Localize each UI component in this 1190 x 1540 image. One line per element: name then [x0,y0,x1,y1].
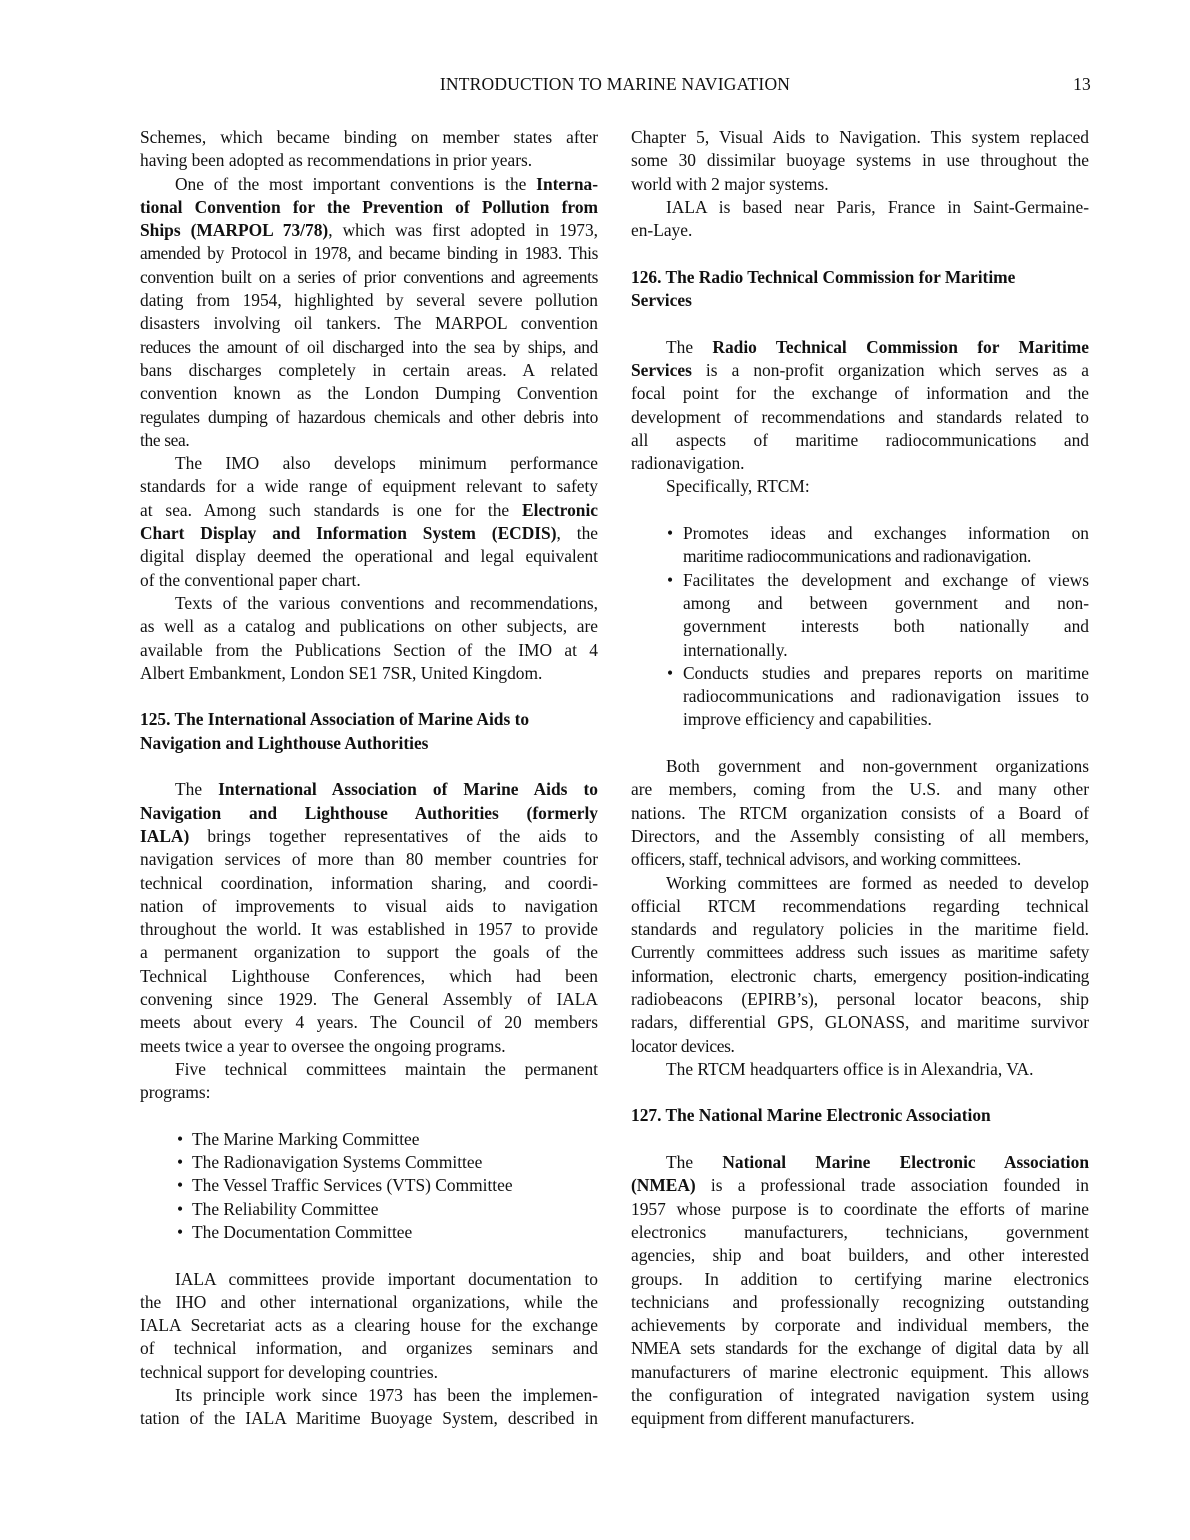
text-line: electronics manufacturers, technicians, government [631,1221,1089,1242]
text-line: The National Marine Electronic Association [666,1152,1089,1173]
text-line: radiocommunications and radionavigation issues to [683,686,1089,707]
text-line: technical coordination, information sharing, and coordi- [140,872,598,893]
text-line: a permanent organization to support the goals of the [140,942,598,963]
text-line: Schemes, which became binding on member states after [140,127,598,147]
list-item: • The Vessel Traffic Services (VTS) Committee [140,1174,598,1197]
text-line: meets twice a year to oversee the ongoing programs. [140,1035,506,1056]
text-line: throughout the world. It was established in 1957 to provide [140,919,598,940]
text-line: Currently committees address such issues as maritime safety [631,942,1089,963]
text-line: development of recommendations and standards related to [631,406,1089,427]
text-line: officers, staff, technical advisors, and working committees. [631,849,1021,870]
paragraph-nmea [631,1151,1089,1431]
text-line: reduces the amount of oil discharged into the sea by ships, and [140,336,598,357]
paragraph-rtcm [631,336,1089,476]
text-line: Five technical committees maintain the permanent [175,1058,598,1079]
text-line: IALA is based near Paris, France in Saint-Germaine- [666,196,1089,217]
section-heading-126 [631,266,1089,313]
text-line: of technical information, and organizes seminars and [140,1338,598,1359]
text-line: government interests both nationally and [683,616,1089,637]
bullet-icon: • [667,662,674,683]
text-line: official RTCM recommendations regarding technical [631,895,1089,916]
text-line: standards and regulatory policies in the maritime field. [631,919,1089,940]
text-line: meets about every 4 years. The Council of 20 members [140,1012,598,1033]
text-line: programs: [140,1082,211,1103]
text-line: IALA Secretariat acts as a clearing house for the exchange [140,1315,598,1336]
section-heading-127: 127. The National Marine Electronic Association [631,1105,991,1126]
paragraph-iala-committees [140,1268,598,1384]
text-line: of the conventional paper chart. [140,569,361,590]
list-item: • Conducts studies and prepares reports on maritime [631,662,1089,685]
list-item: • The Reliability Committee [140,1198,598,1221]
text-line: Specifically, RTCM: [666,476,810,497]
text-line: available from the Publications Section of the IMO at 4 [140,639,598,660]
text-line: regulates dumping of hazardous chemicals and other debris into [140,406,598,427]
bullet-icon: • [177,1221,184,1242]
bullet-icon: • [177,1152,184,1173]
text-line: tation of the IALA Maritime Buoyage System, described in [140,1408,598,1429]
text-line: amended by Protocol in 1978, and became binding in 1983. This [140,243,598,264]
text-line: The International Association of Marine Aids to [175,779,598,800]
text-line: the sea. [140,429,190,450]
list-item: • Facilitates the development and exchange of views [631,569,1089,592]
text-line: bans discharges completely in certain areas. A related [140,359,598,380]
committee-list [140,1128,598,1244]
text-line: 126. The Radio Technical Commission for Maritime [631,266,1016,287]
paragraph-buoyage-continued [631,126,1089,196]
text-line: standards for a wide range of equipment relevant to safety [140,476,598,497]
text-line: nations. The RTCM organization consists of a Board of [631,802,1089,823]
paragraph-iala-location [631,196,1089,243]
text-line: The RTCM headquarters office is in Alexandria, VA. [666,1058,1034,1079]
text-line: Navigation and Lighthouse Authorities [140,732,429,753]
text-line: One of the most important conventions is the Interna- [175,173,598,194]
text-line: en-Laye. [631,220,693,241]
text-line: Directors, and the Assembly consisting of all members, [631,825,1089,846]
paragraph-committees-intro [140,1058,598,1105]
text-line: dating from 1954, highlighted by several severe pollution [140,290,598,311]
text-line: disasters involving oil tankers. The MARPOL convention [140,313,598,334]
text-line: Services is a non-profit organization which serves as a [631,359,1089,380]
bullet-icon: • [177,1128,184,1149]
text-line: Navigation and Lighthouse Authorities (formerly [140,802,598,823]
paragraph-imo-standards [140,452,598,592]
text-line: having been adopted as recommendations in prior years. [140,150,533,171]
text-line: agencies, ship and boat builders, and other interested [631,1245,1089,1266]
bullet-icon: • [177,1198,184,1219]
text-line: Both government and non-government organizations [666,756,1089,777]
text-line: some 30 dissimilar buoyage systems in use throughout the [631,150,1089,171]
text-line: all aspects of maritime radiocommunications and [631,429,1089,450]
paragraph-rtcm-members [631,755,1089,871]
paragraph-iala [140,778,598,1058]
text-line: Ships (MARPOL 73/78), which was first adopted in 1973, [140,220,599,241]
bullet-icon: • [667,523,674,544]
text-line: Texts of the various conventions and recommendations, [175,592,598,613]
bullet-icon: • [667,569,674,590]
text-line: improve efficiency and capabilities. [683,709,932,730]
text-line: the configuration of integrated navigation system using [631,1385,1089,1406]
text-line: Chart Display and Information System (ECDIS), the [140,523,598,544]
text-line: digital display deemed the operational and legal equivalent [140,546,598,567]
text-line: manufacturers of marine electronic equipment. This allows [631,1361,1089,1382]
text-line: locator devices. [631,1035,735,1056]
text-line: (NMEA) is a professional trade association founded in [631,1175,1089,1196]
text-line: IALA) brings together representatives of the aids to [140,825,598,846]
text-line: Working committees are formed as needed to develop [666,872,1089,893]
text-line: convening since 1929. The General Assembly of IALA [140,988,598,1009]
text-line: Its principle work since 1973 has been the implemen- [175,1385,598,1406]
text-line: navigation services of more than 80 member countries for [140,849,598,870]
text-line: Chapter 5, Visual Aids to Navigation. This system replaced [631,127,1089,147]
list-item: • The Documentation Committee [140,1221,598,1244]
text-line: radionavigation. [631,453,745,474]
paragraph-imo-publications [140,592,598,685]
list-item: • The Marine Marking Committee [140,1128,598,1151]
text-line: at sea. Among such standards is one for the Electronic [140,499,598,520]
text-line: radars, differential GPS, GLONASS, and maritime survivor [631,1012,1089,1033]
text-line: nation of improvements to visual aids to navigation [140,895,598,916]
left-column [140,126,598,1431]
paragraph-marpol [140,173,598,453]
text-line: NMEA sets standards for the exchange of digital data by all [631,1338,1089,1359]
rtcm-bullet-list [631,522,1089,732]
list-item: • Promotes ideas and exchanges information on [631,522,1089,545]
text-line: internationally. [683,639,788,660]
text-line: information, electronic charts, emergency position-indicating [631,965,1089,986]
text-line: technical support for developing countries. [140,1361,438,1382]
text-line: world with 2 major systems. [631,173,829,194]
text-line: maritime radiocommunications and radionavigation. [683,546,1031,567]
text-line: 1957 whose purpose is to coordinate the efforts of marine [631,1198,1089,1219]
page-number: 13 [1073,74,1091,94]
text-line: technicians and professionally recognizing outstanding [631,1291,1089,1312]
text-line: convention built on a series of prior conventions and agreements [140,266,598,287]
right-column [631,126,1089,1431]
text-line: groups. In addition to certifying marine electronics [631,1268,1089,1289]
paragraph-rtcm-committees [631,872,1089,1058]
text-line: Albert Embankment, London SE1 7SR, United Kingdom. [140,662,543,683]
text-line: tional Convention for the Prevention of Pollution from [140,196,598,217]
paragraph-buoyage [140,1384,598,1431]
text-line: equipment from different manufacturers. [631,1408,915,1429]
text-line: focal point for the exchange of information and the [631,383,1089,404]
text-line: The IMO also develops minimum performance [175,453,598,474]
paragraph-schemes [140,126,598,173]
text-line: among and between government and non- [683,592,1089,613]
text-line: Services [631,290,692,311]
list-item: • The Radionavigation Systems Committee [140,1151,598,1174]
text-line: IALA committees provide important documentation to [175,1268,598,1289]
text-line: are members, coming from the U.S. and many other [631,779,1089,800]
text-line: the IHO and other international organizations, while the [140,1291,598,1312]
text-line: Technical Lighthouse Conferences, which had been [140,965,598,986]
text-line: radiobeacons (EPIRB’s), personal locator beacons, ship [631,988,1089,1009]
text-line: 125. The International Association of Marine Aids to [140,709,530,730]
text-line: as well as a catalog and publications on other subjects, are [140,616,598,637]
running-header: INTRODUCTION TO MARINE NAVIGATION [439,74,791,94]
text-line: convention known as the London Dumping Convention [140,383,598,404]
section-heading-125 [140,708,598,755]
bullet-icon: • [177,1175,184,1196]
text-line: The Radio Technical Commission for Maritime [666,336,1089,357]
text-line: achievements by corporate and individual members, the [631,1315,1089,1336]
